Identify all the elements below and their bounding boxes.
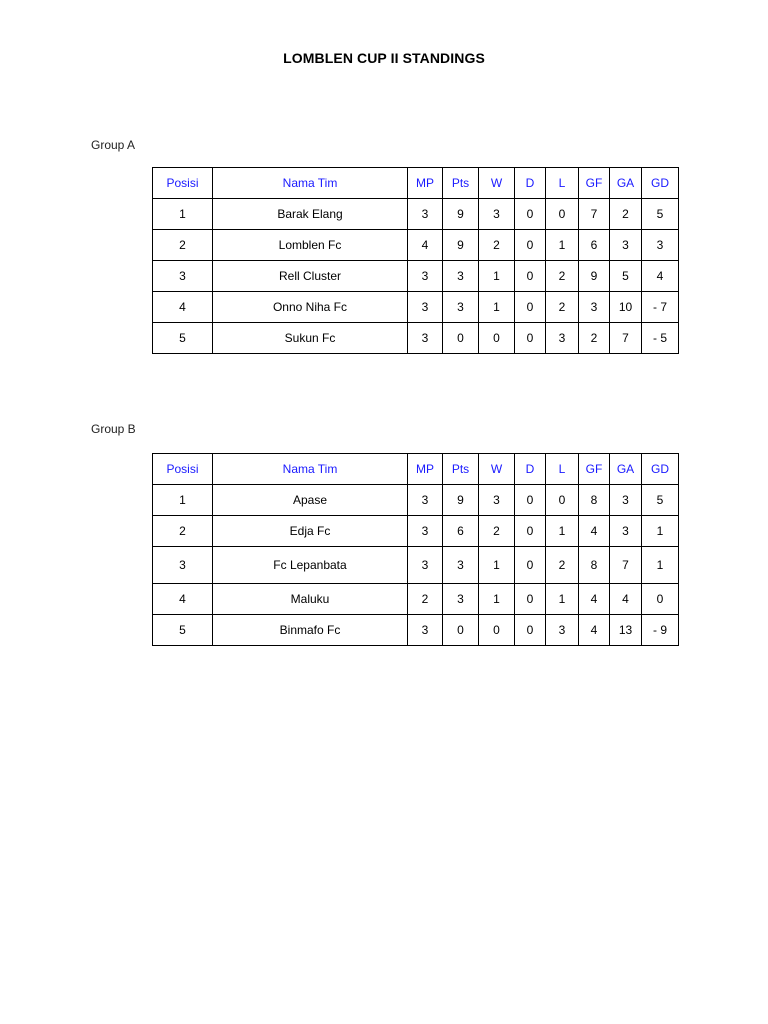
cell-l: 3	[546, 323, 579, 354]
header-mp: MP	[408, 454, 443, 485]
cell-gd: 0	[642, 584, 679, 615]
cell-w: 2	[479, 516, 515, 547]
cell-gd: - 5	[642, 323, 679, 354]
cell-d: 0	[515, 516, 546, 547]
cell-l: 1	[546, 584, 579, 615]
cell-posisi: 4	[153, 584, 213, 615]
header-d: D	[515, 454, 546, 485]
cell-l: 1	[546, 230, 579, 261]
cell-d: 0	[515, 584, 546, 615]
cell-d: 0	[515, 292, 546, 323]
cell-gf: 9	[579, 261, 610, 292]
header-w: W	[479, 454, 515, 485]
cell-mp: 3	[408, 615, 443, 646]
cell-w: 1	[479, 584, 515, 615]
cell-gd: 3	[642, 230, 679, 261]
cell-posisi: 1	[153, 485, 213, 516]
header-pts: Pts	[443, 168, 479, 199]
cell-mp: 3	[408, 261, 443, 292]
cell-team-name: Lomblen Fc	[213, 230, 408, 261]
cell-ga: 3	[610, 516, 642, 547]
cell-ga: 13	[610, 615, 642, 646]
cell-gf: 6	[579, 230, 610, 261]
cell-gd: 4	[642, 261, 679, 292]
cell-gf: 2	[579, 323, 610, 354]
cell-l: 2	[546, 547, 579, 584]
cell-team-name: Onno Niha Fc	[213, 292, 408, 323]
cell-posisi: 4	[153, 292, 213, 323]
cell-w: 1	[479, 261, 515, 292]
cell-gf: 3	[579, 292, 610, 323]
cell-posisi: 1	[153, 199, 213, 230]
table-header-row	[153, 454, 679, 485]
header-mp: MP	[408, 168, 443, 199]
cell-posisi: 3	[153, 547, 213, 584]
cell-l: 3	[546, 615, 579, 646]
cell-ga: 5	[610, 261, 642, 292]
cell-mp: 3	[408, 485, 443, 516]
cell-w: 3	[479, 199, 515, 230]
table-row	[153, 584, 679, 615]
cell-d: 0	[515, 323, 546, 354]
cell-gf: 8	[579, 547, 610, 584]
cell-posisi: 2	[153, 516, 213, 547]
cell-gf: 4	[579, 584, 610, 615]
table-row	[153, 323, 679, 354]
cell-d: 0	[515, 485, 546, 516]
cell-posisi: 2	[153, 230, 213, 261]
header-nama-tim: Nama Tim	[213, 454, 408, 485]
cell-l: 2	[546, 261, 579, 292]
page-title: LOMBLEN CUP II STANDINGS	[283, 50, 485, 66]
cell-pts: 9	[443, 230, 479, 261]
cell-pts: 3	[443, 292, 479, 323]
header-gd: GD	[642, 454, 679, 485]
cell-team-name: Edja Fc	[213, 516, 408, 547]
cell-w: 1	[479, 292, 515, 323]
cell-pts: 6	[443, 516, 479, 547]
table-row	[153, 230, 679, 261]
cell-ga: 7	[610, 547, 642, 584]
cell-ga: 4	[610, 584, 642, 615]
cell-pts: 9	[443, 199, 479, 230]
cell-l: 1	[546, 516, 579, 547]
cell-w: 3	[479, 485, 515, 516]
cell-ga: 3	[610, 230, 642, 261]
cell-posisi: 5	[153, 615, 213, 646]
table-row	[153, 615, 679, 646]
cell-posisi: 3	[153, 261, 213, 292]
cell-gf: 8	[579, 485, 610, 516]
cell-l: 0	[546, 199, 579, 230]
header-pts: Pts	[443, 454, 479, 485]
cell-gd: 1	[642, 547, 679, 584]
cell-pts: 3	[443, 261, 479, 292]
cell-pts: 3	[443, 547, 479, 584]
cell-mp: 4	[408, 230, 443, 261]
header-posisi: Posisi	[153, 454, 213, 485]
cell-w: 0	[479, 615, 515, 646]
cell-pts: 0	[443, 323, 479, 354]
table-header-row	[153, 168, 679, 199]
cell-d: 0	[515, 547, 546, 584]
cell-mp: 3	[408, 199, 443, 230]
group-a-label: Group A	[91, 138, 136, 152]
header-posisi: Posisi	[153, 168, 213, 199]
header-nama-tim: Nama Tim	[213, 168, 408, 199]
table-row	[153, 516, 679, 547]
cell-ga: 3	[610, 485, 642, 516]
cell-team-name: Rell Cluster	[213, 261, 408, 292]
cell-pts: 3	[443, 584, 479, 615]
table-row	[153, 199, 679, 230]
header-d: D	[515, 168, 546, 199]
cell-gf: 4	[579, 615, 610, 646]
cell-team-name: Apase	[213, 485, 408, 516]
cell-team-name: Sukun Fc	[213, 323, 408, 354]
cell-d: 0	[515, 615, 546, 646]
cell-posisi: 5	[153, 323, 213, 354]
header-ga: GA	[610, 454, 642, 485]
cell-mp: 3	[408, 547, 443, 584]
header-l: L	[546, 454, 579, 485]
cell-team-name: Barak Elang	[213, 199, 408, 230]
cell-mp: 3	[408, 292, 443, 323]
header-ga: GA	[610, 168, 642, 199]
cell-l: 0	[546, 485, 579, 516]
cell-team-name: Binmafo Fc	[213, 615, 408, 646]
cell-pts: 9	[443, 485, 479, 516]
cell-d: 0	[515, 230, 546, 261]
table-row	[153, 485, 679, 516]
cell-team-name: Fc Lepanbata	[213, 547, 408, 584]
cell-gd: 5	[642, 485, 679, 516]
cell-gd: 1	[642, 516, 679, 547]
header-gf: GF	[579, 454, 610, 485]
cell-mp: 2	[408, 584, 443, 615]
header-l: L	[546, 168, 579, 199]
header-gd: GD	[642, 168, 679, 199]
header-w: W	[479, 168, 515, 199]
cell-ga: 2	[610, 199, 642, 230]
table-row	[153, 261, 679, 292]
cell-w: 1	[479, 547, 515, 584]
cell-mp: 3	[408, 516, 443, 547]
table-row	[153, 292, 679, 323]
cell-gd: 5	[642, 199, 679, 230]
cell-w: 0	[479, 323, 515, 354]
cell-mp: 3	[408, 323, 443, 354]
cell-d: 0	[515, 199, 546, 230]
cell-gf: 4	[579, 516, 610, 547]
cell-team-name: Maluku	[213, 584, 408, 615]
cell-ga: 7	[610, 323, 642, 354]
cell-ga: 10	[610, 292, 642, 323]
cell-w: 2	[479, 230, 515, 261]
cell-gf: 7	[579, 199, 610, 230]
group-b-label: Group B	[91, 422, 136, 436]
cell-gd: - 7	[642, 292, 679, 323]
cell-d: 0	[515, 261, 546, 292]
table-row	[153, 547, 679, 584]
cell-l: 2	[546, 292, 579, 323]
header-gf: GF	[579, 168, 610, 199]
group-b-standings-table	[152, 453, 679, 646]
cell-gd: - 9	[642, 615, 679, 646]
cell-pts: 0	[443, 615, 479, 646]
group-a-standings-table	[152, 167, 679, 354]
